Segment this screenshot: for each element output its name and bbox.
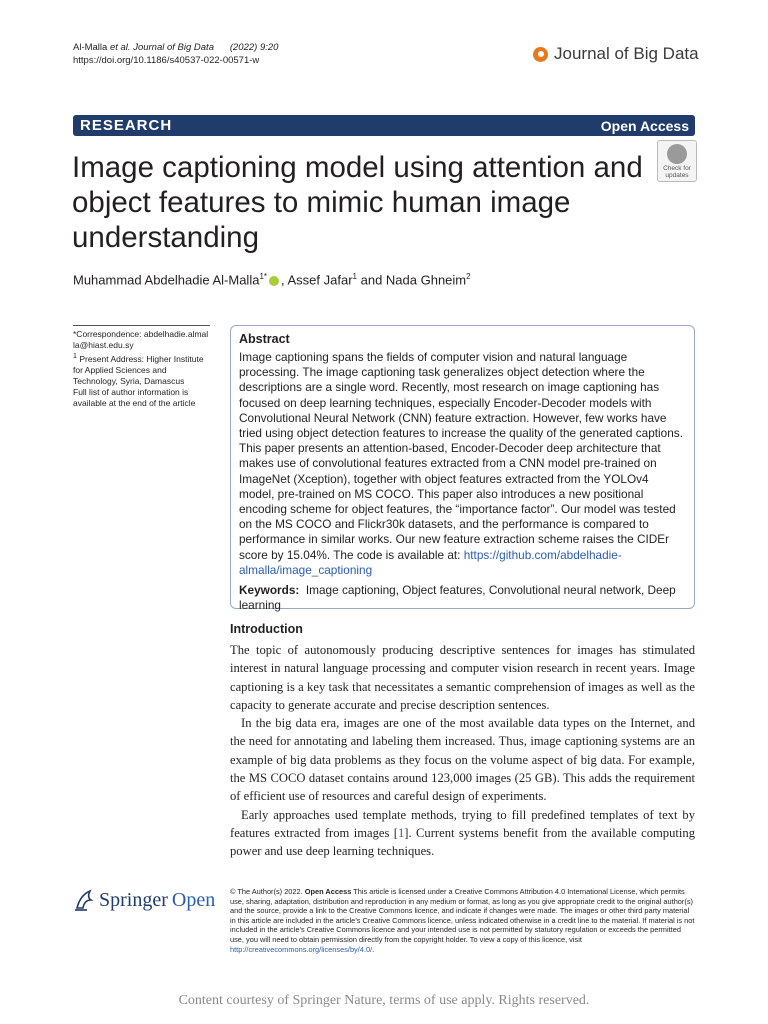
- abstract-text: Image captioning spans the fields of computer vision and natural language processing. The image captioning task generalizes object detection where the descriptions are a single word. Recently, most research on image captioning has focused on deep learning techniques, especially Encoder-Decoder models with Convolutional Neural Network (CNN) feature extraction. However, few works have tried using object detection features to increase the quality of the generated captions. This paper presents an attention-based, Encoder-Decoder deep architecture that makes use of convolutional features extracted from a CNN model pre-trained on ImageNet (Xception), together with object features extracted from the YOLOv4 model, pre-trained on MS COCO. This paper also introduces a new positional encoding scheme for object features, the “importance factor”. Our model was tested on the MS COCO and Flickr30k datasets, and the performance is compared to performance in similar works. Our new feature extraction scheme raises the CIDEr score by 15.04%. The code is available at: https://github.com/abdelhadie-almalla/image_captioning: [239, 350, 683, 577]
- present-address: $^1$ Present Address: Higher Institute for Applied Sciences and Technology, Syria, Damascus: [73, 352, 204, 386]
- article-title: Image captioning model using attention and object features to mimic human image understanding: [72, 151, 643, 254]
- correspondence-email: *Correspondence: abdelhadie.almalla@hiast.edu.sy: [73, 329, 209, 350]
- keywords-label: Keywords:: [239, 583, 300, 598]
- abstract-box: [230, 325, 695, 613]
- open-wordmark: Open: [171, 888, 216, 911]
- check-updates-icon: [667, 144, 687, 164]
- open-access-label: Open Access: [600, 117, 689, 134]
- citation-author: Al-Malla: [73, 42, 108, 53]
- doi-link[interactable]: https://doi.org/10.1186/s40537-022-00571-w: [73, 55, 260, 66]
- author-1: Muhammad Abdelhadie Al-Malla: [73, 272, 260, 288]
- citation-ref-1[interactable]: 1: [397, 825, 405, 840]
- introduction-body: [230, 641, 695, 861]
- github-link[interactable]: https://github.com/abdelhadie-almalla/image_captioning: [239, 547, 622, 577]
- introduction-heading: Introduction: [230, 622, 303, 636]
- springer-open-logo[interactable]: [73, 888, 215, 912]
- author-3: and Nada Ghneim: [357, 272, 467, 288]
- citation-journal: et al. Journal of Big Data: [109, 42, 214, 53]
- intro-paragraph-1: The topic of autonomously producing descriptive sentences for images has stimulated interest in natural language processing and computer vision research in recent years. Image captioning is a key task that necessitates a semantic comprehension of images as well as the capacity to generate accurate and precise description sentences.: [230, 643, 695, 712]
- author-list: Muhammad Abdelhadie Al-Malla$^{1*}$ , Assef Jafar$^1$ and Nada Ghneim$^2$: [73, 272, 471, 288]
- keywords-text: Image captioning, Object features, Convolutional neural network, Deep learning: [239, 583, 676, 613]
- license-footnote: © The Author(s) 2022. Open Access This article is licensed under a Creative Commons Attribution 4.0 International License, which permits use, sharing, adaptation, distribution and reproduction in any medium or format, as long as you give appropriate credit to the original author(s) and the source, provide a link to the Creative Commons licence, and indicate if changes were made. The images or other third party material in this article are included in the article’s Creative Commons licence, unless indicated otherwise in a credit line to the material. If material is not included in the article’s Creative Commons licence and your intended use is not permitted by statutory regulation or exceeds the permitted use, you will need to obtain permission directly from the copyright holder. To view a copy of this licence, visit http://creativecommons.org/licenses/by/4.0/.: [230, 887, 695, 954]
- courtesy-notice: Content courtesy of Springer Nature, terms of use apply. Rights reserved.: [178, 993, 590, 1008]
- citation-header: [73, 41, 278, 67]
- author-2: , Assef Jafar: [281, 272, 353, 288]
- correspondence-sidebar: [73, 325, 210, 409]
- journal-name: Journal of Big Data: [554, 44, 699, 63]
- journal-logo-icon: [533, 47, 548, 62]
- springer-horse-icon: [73, 888, 95, 912]
- springer-wordmark: Springer: [99, 888, 168, 911]
- article-type-label: RESEARCH: [80, 117, 173, 134]
- journal-logo[interactable]: [533, 44, 699, 64]
- intro-paragraph-2: In the big data era, images are one of the most available data types on the Internet, and the need for annotating and labeling them increased. Thus, image captioning systems are an example of big data problems as they focus on the volume aspect of big data. For example, the MS COCO dataset contains around 123,000 images (25 GB). This adds the requirement of efficient use of resources and careful design of experiments.: [230, 716, 695, 804]
- author-info-note: Full list of author information is available at the end of the article: [73, 386, 196, 408]
- keywords: [239, 583, 686, 613]
- article-type-band: [73, 115, 695, 136]
- check-updates-label: Check for updates: [663, 165, 691, 179]
- abstract-heading: Abstract: [239, 332, 290, 346]
- citation-year: (2022) 9:20: [229, 42, 279, 53]
- orcid-icon[interactable]: [269, 276, 279, 286]
- check-for-updates-badge[interactable]: [657, 140, 697, 182]
- license-link[interactable]: http://creativecommons.org/licenses/by/4.0/: [230, 944, 373, 954]
- intro-paragraph-3: Early approaches used template methods, trying to fill predefined templates of text by features extracted from images [1]. Current systems benefit from the available computing power and use deep learning techniques.: [230, 807, 695, 859]
